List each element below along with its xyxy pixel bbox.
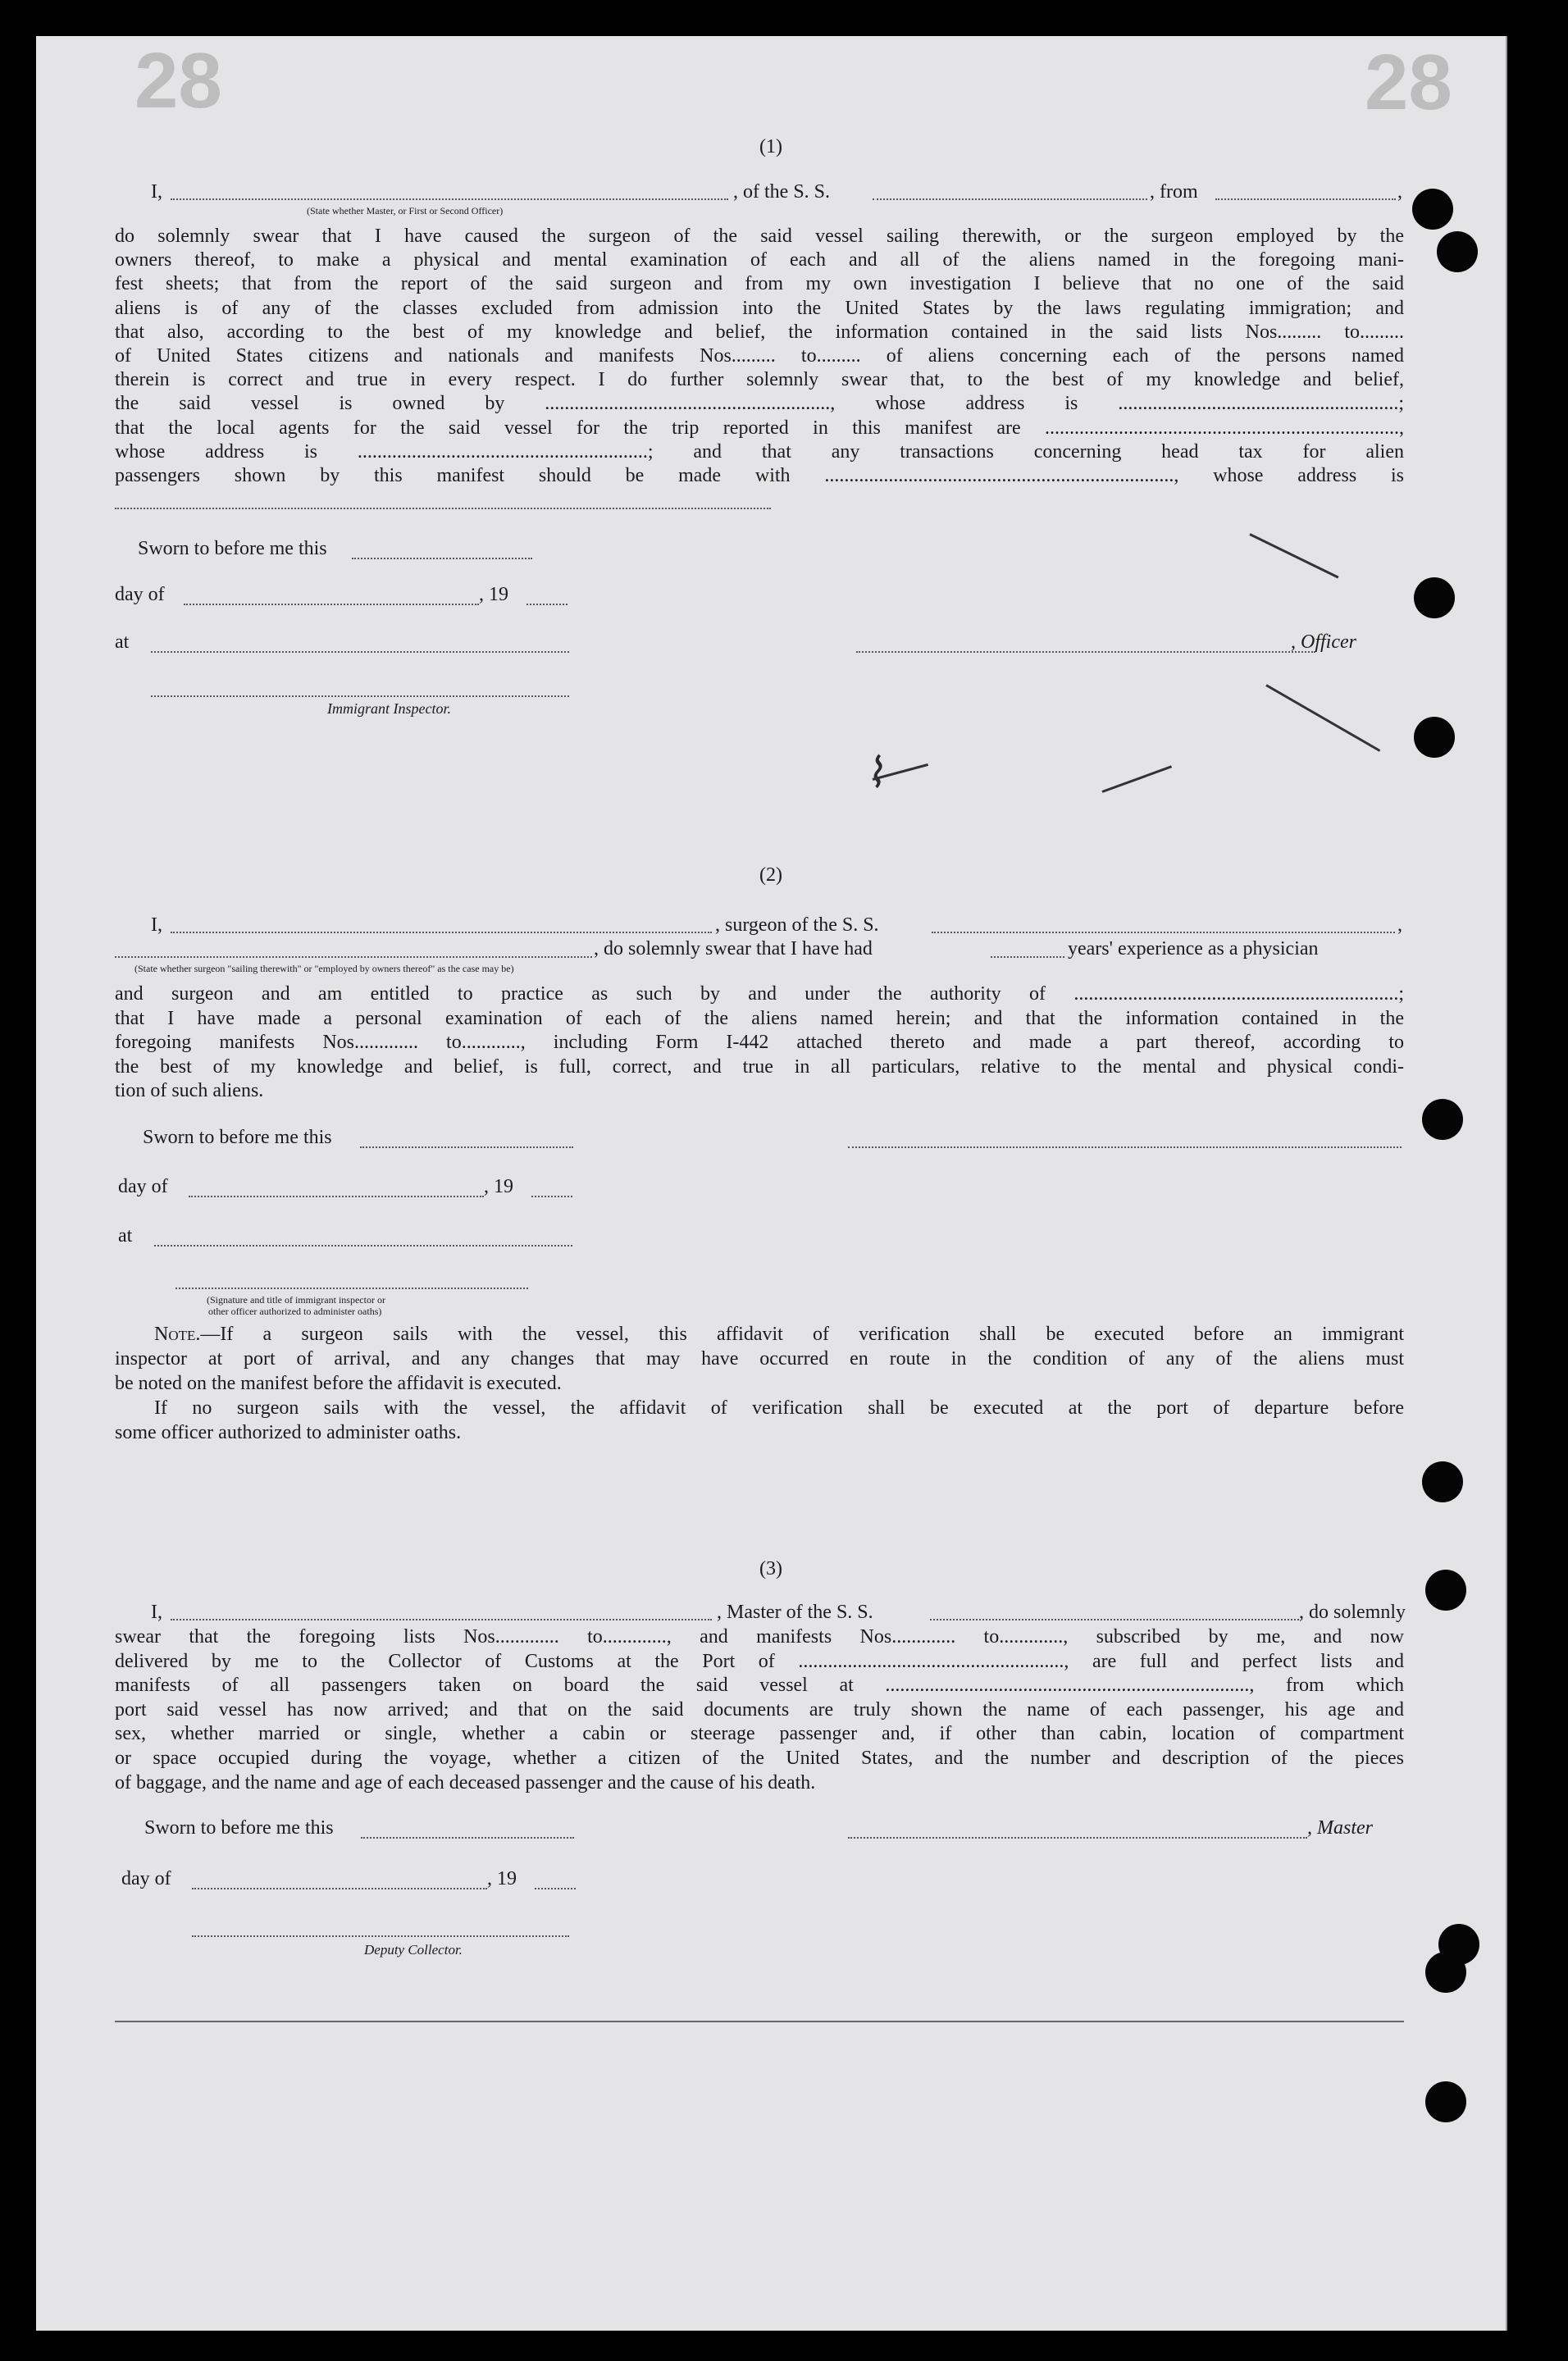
bottom-rule <box>115 2021 1404 2022</box>
deputy-signature-blank <box>192 1935 569 1937</box>
section-2-number: (2) <box>759 864 782 886</box>
pen-stroke <box>1249 533 1338 578</box>
at-label-1: at <box>115 631 130 653</box>
paragraph-line: foregoing manifests Nos............. to............, including Form I-442 attached thereto and made a part thereof, according to <box>115 1032 1404 1053</box>
paragraph-line: that I have made a personal examination of each of the aliens named herein; and that the information contained in the <box>115 1007 1404 1029</box>
surgeon-type-blank <box>115 956 592 958</box>
paragraph-line: owners thereof, to make a physical and mental examination of each and all of the aliens named in the foregoing mani- <box>115 249 1404 271</box>
punch-hole <box>1425 2081 1466 2122</box>
text-of-ss: , of the S. S. <box>733 181 831 203</box>
inspector-signature-blank-2 <box>175 1288 528 1289</box>
text-do-solemnly: , do solemnly swear that I have had <box>594 938 873 959</box>
paragraph-line: of baggage, and the name and age of each deceased passenger and the cause of his death. <box>115 1771 816 1794</box>
section-2-line-1 <box>151 914 1404 937</box>
sworn-label-3: Sworn to before me this <box>144 1817 334 1839</box>
manifest-page <box>36 36 1507 2331</box>
paragraph-line: swear that the foregoing lists Nos............. to............., and manifests Nos............. to............., subscribed by me, and now <box>115 1626 1404 1648</box>
note-line: be noted on the manifest before the affidavit is executed. <box>115 1373 562 1394</box>
punch-hole <box>1437 231 1478 272</box>
punch-hole <box>1425 1570 1466 1611</box>
section-1-separator <box>115 508 771 509</box>
sworn-date-blank-2 <box>360 1146 573 1148</box>
paragraph-line: sex, whether married or single, whether a cabin or steerage passenger and, if other than cabin, location of compartment <box>115 1723 1404 1745</box>
at-blank-2 <box>154 1245 572 1247</box>
at-blank-1 <box>151 651 569 653</box>
year-label-1: , 19 <box>479 584 508 605</box>
year-label-3: , 19 <box>487 1868 517 1889</box>
year-label-2: , 19 <box>484 1176 513 1197</box>
text-comma: , <box>1397 914 1402 936</box>
punch-hole <box>1414 577 1455 618</box>
section-1-caption: (State whether Master, or First or Second Officer) <box>307 205 504 217</box>
day-of-label-3: day of <box>121 1868 171 1889</box>
note-label: Note. <box>154 1324 201 1345</box>
master-name-blank <box>171 198 728 200</box>
master-signature-blank <box>848 1837 1307 1839</box>
note-line: some officer authorized to administer oaths. <box>115 1422 462 1443</box>
text-i: I, <box>151 914 162 936</box>
punch-hole <box>1412 189 1453 230</box>
text-comma: , <box>1397 181 1402 203</box>
section-1-line-1 <box>151 180 1404 204</box>
pen-stroke <box>1101 765 1172 793</box>
punch-hole <box>1414 717 1455 758</box>
text-do-solemnly: , do solemnly <box>1299 1602 1406 1623</box>
paragraph-line: do solemnly swear that I have caused the surgeon of the said vessel sailing therewith, or the surgeon employed by the <box>115 226 1404 247</box>
text-i: I, <box>151 181 162 203</box>
surgeon-name-blank <box>171 932 712 933</box>
paragraph-line: and surgeon and am entitled to practice as such by and under the authority of ..................................................................; <box>115 983 1404 1005</box>
note-line: If no surgeon sails with the vessel, the affidavit of verification shall be executed at the port of departure before <box>154 1397 1404 1419</box>
from-port-blank <box>1215 198 1396 200</box>
paragraph-line: that the local agents for the said vessel for the trip reported in this manifest are ........................................................................, <box>115 417 1404 439</box>
officer-signature-blank <box>856 651 1315 653</box>
day-of-label-2: day of <box>118 1176 168 1197</box>
sworn-date-blank-1 <box>352 558 532 559</box>
paragraph-line: aliens is of any of the classes excluded from admission into the United States by the laws regulating immigration; and <box>115 297 1404 319</box>
paragraph-line: the best of my knowledge and belief, is full, correct, and true in all particulars, relative to the mental and physical condi- <box>115 1055 1404 1078</box>
paragraph-line: therein is correct and true in every respect. I do further solemnly swear that, to the best of my knowledge and belief, <box>115 369 1404 391</box>
day-of-blank-2 <box>189 1196 484 1197</box>
years-blank <box>991 956 1064 958</box>
pen-stroke <box>1265 684 1380 752</box>
page-number-stamp-left: 28 <box>134 37 222 125</box>
inspector-caption: Immigrant Inspector. <box>327 700 451 717</box>
paragraph-line: delivered by me to the Collector of Customs at the Port of ......................................................, are full and perfect lists and <box>115 1650 1404 1672</box>
sworn-date-blank-3 <box>361 1837 574 1839</box>
text-surgeon-of-ss: , surgeon of the S. S. <box>715 914 879 936</box>
sworn-label-2: Sworn to before me this <box>143 1127 332 1148</box>
deputy-caption: Deputy Collector. <box>364 1942 463 1958</box>
note-text: —If a surgeon sails with the vessel, this affidavit of verification shall be executed before an immigrant <box>200 1324 1404 1345</box>
paragraph-line: passengers shown by this manifest should be made with ......................................................................., whose address is <box>115 465 1404 486</box>
vessel-name-blank-3 <box>930 1619 1299 1620</box>
paragraph-line: port said vessel has now arrived; and that on the said documents are truly shown the name of each passenger, his age and <box>115 1698 1404 1721</box>
year-blank-1 <box>526 604 567 605</box>
section-3-line-1 <box>151 1601 1404 1625</box>
punch-hole <box>1438 1924 1479 1965</box>
day-of-blank-3 <box>192 1888 487 1889</box>
master-name-blank-3 <box>171 1619 712 1620</box>
paragraph-line: manifests of all passengers taken on board the said vessel at .........................................................................., from which <box>115 1675 1404 1697</box>
paragraph-line: fest sheets; that from the report of the said surgeon and from my own investigation I believe that no one of the said <box>115 273 1404 295</box>
paragraph-line: whose address is ...........................................................; and that any transactions concerning head tax for alien <box>115 440 1404 463</box>
paragraph-line: or space occupied during the voyage, whether a citizen of the United States, and the number and description of the pieces <box>115 1748 1404 1769</box>
sig-caption-line-2: other officer authorized to administer oaths) <box>208 1306 382 1317</box>
handwritten-mark: ⌇ <box>861 749 888 798</box>
text-years-experience: years' experience as a physician <box>1068 938 1319 959</box>
note-line <box>154 1322 1404 1347</box>
sworn-label-1: Sworn to before me this <box>138 538 327 559</box>
section-1-number: (1) <box>759 136 782 157</box>
paragraph-line: tion of such aliens. <box>115 1080 264 1101</box>
punch-hole <box>1422 1461 1463 1502</box>
text-from: , from <box>1150 181 1198 203</box>
officer-label: , Officer <box>1291 631 1356 653</box>
paragraph-line: of United States citizens and nationals and manifests Nos......... to......... of aliens concerning each of the persons named <box>115 345 1404 367</box>
text-master-of-ss: , Master of the S. S. <box>717 1602 873 1623</box>
punch-hole <box>1422 1099 1463 1140</box>
paragraph-line: that also, according to the best of my knowledge and belief, the information contained in the said lists Nos......... to......... <box>115 321 1404 343</box>
year-blank-2 <box>531 1196 572 1197</box>
vessel-name-blank <box>873 198 1147 200</box>
text-i: I, <box>151 1602 162 1623</box>
sig-caption-line-1: (Signature and title of immigrant inspector or <box>207 1294 385 1306</box>
surgeon-signature-blank <box>848 1146 1402 1148</box>
at-label-2: at <box>118 1225 133 1247</box>
surgeon-vessel-blank <box>932 932 1395 933</box>
day-of-label-1: day of <box>115 584 165 605</box>
page-number-stamp-right: 28 <box>1365 39 1452 126</box>
day-of-blank-1 <box>184 604 479 605</box>
master-label: , Master <box>1307 1817 1373 1839</box>
inspector-signature-blank <box>151 695 569 697</box>
note-line: inspector at port of arrival, and any changes that may have occurred en route in the condition of any of the aliens must <box>115 1348 1404 1370</box>
year-blank-3 <box>535 1888 576 1889</box>
paragraph-line: the said vessel is owned by .........................................................., whose address is .........................................................; <box>115 393 1404 415</box>
section-2-caption: (State whether surgeon "sailing therewith" or "employed by owners thereof" as the case may be) <box>134 963 514 974</box>
section-3-number: (3) <box>759 1558 782 1579</box>
